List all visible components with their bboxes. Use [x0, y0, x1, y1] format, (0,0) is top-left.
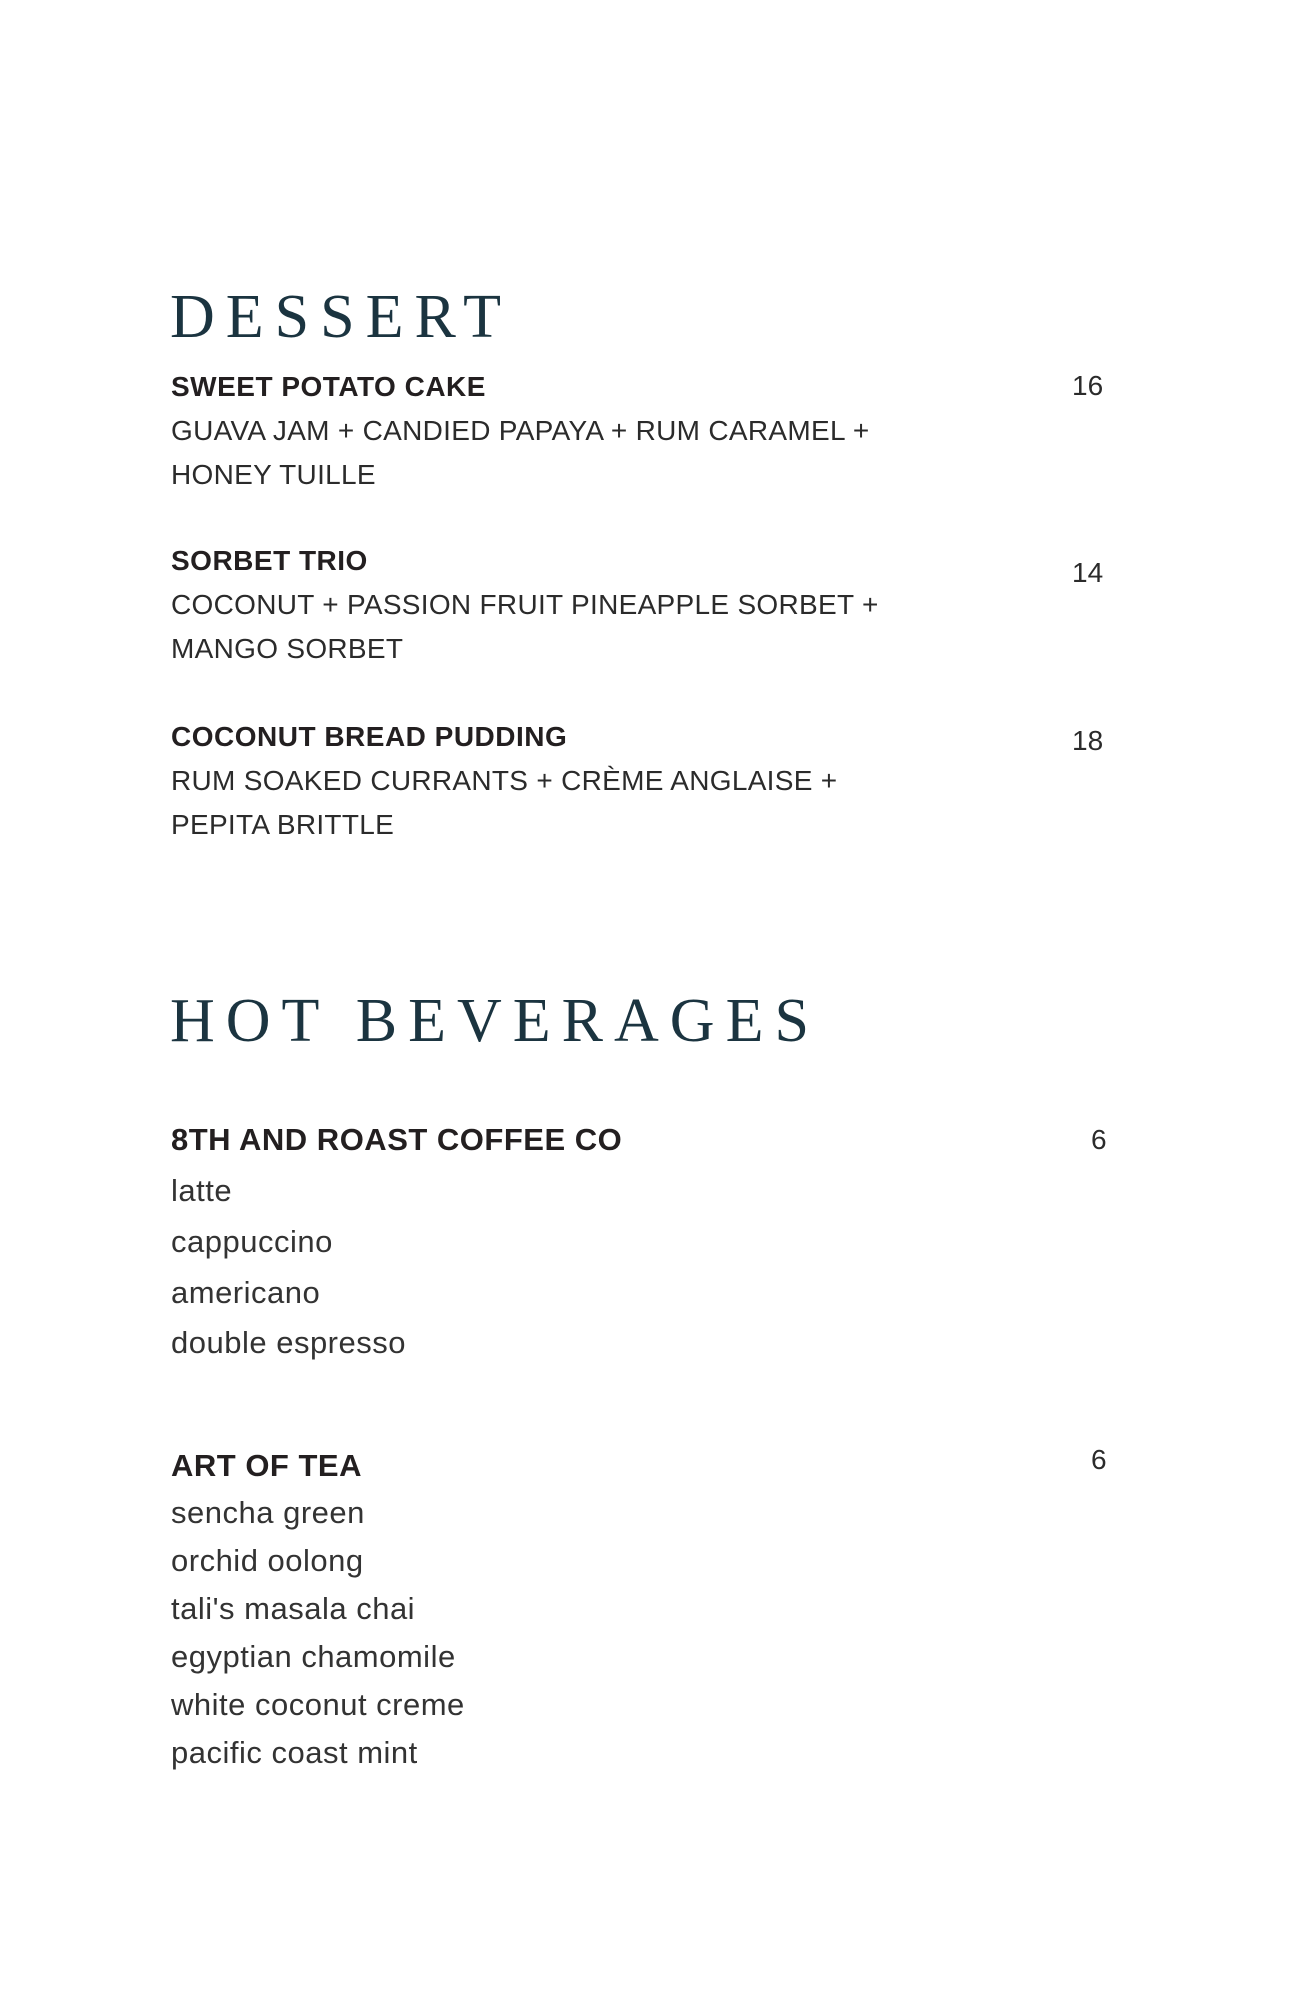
item-name: 8TH AND ROAST COFFEE CO	[171, 1122, 623, 1157]
option-item: egyptian chamomile	[171, 1639, 456, 1674]
item-price: 14	[1072, 557, 1104, 588]
option-item: latte	[171, 1173, 233, 1208]
item-description: HONEY TUILLE	[171, 459, 376, 490]
option-item: orchid oolong	[171, 1543, 364, 1578]
item-description: COCONUT + PASSION FRUIT PINEAPPLE SORBET +	[171, 589, 879, 620]
item-price: 6	[1091, 1444, 1107, 1475]
option-item: white coconut creme	[171, 1687, 465, 1722]
option-item: double espresso	[171, 1325, 406, 1360]
item-description: PEPITA BRITTLE	[171, 809, 395, 840]
option-item: americano	[171, 1275, 321, 1310]
item-name: ART OF TEA	[171, 1448, 362, 1483]
item-description: MANGO SORBET	[171, 633, 404, 664]
item-price: 18	[1072, 725, 1104, 756]
item-price: 6	[1091, 1124, 1107, 1155]
item-description: RUM SOAKED CURRANTS + CRÈME ANGLAISE +	[171, 765, 838, 796]
option-item: sencha green	[171, 1495, 365, 1530]
item-price: 16	[1072, 370, 1104, 401]
item-name: COCONUT BREAD PUDDING	[171, 721, 568, 752]
hot-beverages-heading: HOT BEVERAGES	[170, 987, 820, 1055]
option-item: pacific coast mint	[171, 1735, 418, 1770]
item-name: SORBET TRIO	[171, 545, 368, 576]
option-item: cappuccino	[171, 1224, 333, 1259]
option-item: tali's masala chai	[171, 1591, 416, 1626]
item-description: GUAVA JAM + CANDIED PAPAYA + RUM CARAMEL +	[171, 415, 870, 446]
item-name: SWEET POTATO CAKE	[171, 371, 486, 402]
dessert-heading: DESSERT	[170, 283, 512, 351]
